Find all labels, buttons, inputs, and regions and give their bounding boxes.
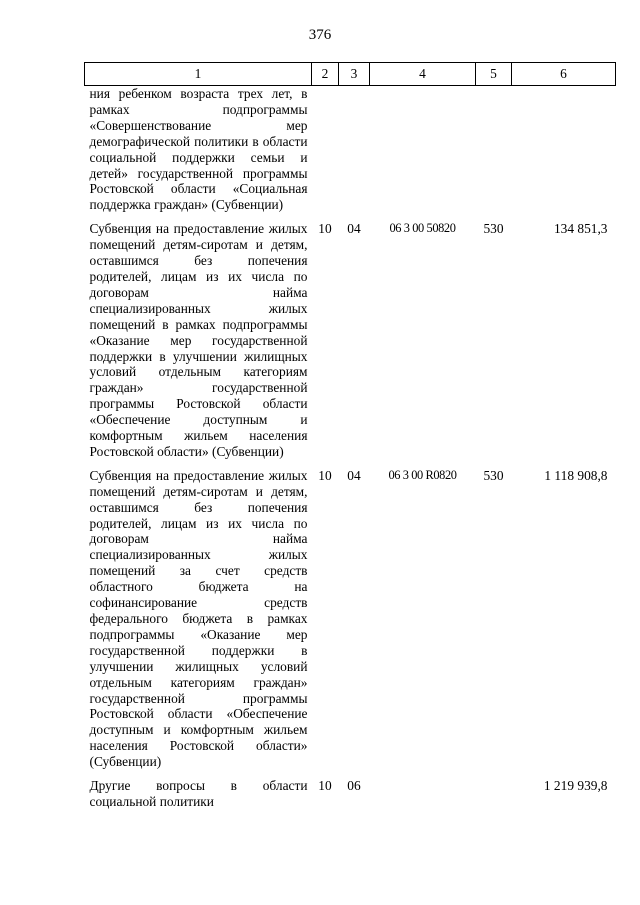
- column-header: 5: [476, 63, 512, 86]
- column-header: 1: [85, 63, 312, 86]
- column-header: 4: [370, 63, 476, 86]
- row-amount: 1 118 908,8: [544, 467, 608, 483]
- row-target-code: [370, 86, 476, 214]
- row-description: [85, 460, 312, 770]
- row-description: [85, 86, 312, 214]
- row-subsection: 04: [347, 467, 361, 483]
- row-expense-type: 530: [483, 467, 504, 483]
- row-expense-type: [476, 770, 512, 810]
- table-header-row: [85, 63, 616, 86]
- row-amount: 1 219 939,8: [543, 778, 608, 794]
- table-row: [85, 460, 616, 770]
- row-description: [85, 770, 312, 810]
- page-number: 376: [308, 27, 332, 43]
- row-amount: 134 851,3: [553, 221, 608, 237]
- row-text: ния ребенком возраста трех лет, в рамках подпрограммы «Совершенствование мер демографической политики в области социальной поддержки семьи и детей» государственной программы Ростовской области «Социальная поддержка граждан» (Субвенции): [89, 86, 308, 213]
- table-row: [85, 770, 616, 810]
- row-section: 10: [318, 221, 332, 237]
- row-expense-type: 530: [483, 221, 504, 237]
- row-target-code: 06 3 00 R0820: [388, 467, 457, 482]
- row-subsection: [339, 86, 370, 214]
- row-section: [312, 86, 339, 214]
- row-section: 10: [318, 778, 332, 794]
- row-text: Субвенция на предоставление жилых помещений детям-сиротам и детям, оставшимся без попечения родителей, лицам из их числа по договорам найма специализированных жилых помещений за счет средств областного бюджета на софинансирование средств федерального бюджета в рамках подпрограммы «Оказание мер государственной поддержки в улучшении жилищных условий отдельным категориям граждан» государственной программы Ростовской области «Обеспечение доступным и комфортным жильем населения Ростовской области» (Субвенции): [89, 467, 308, 770]
- row-subsection: 04: [347, 221, 361, 237]
- row-amount: [512, 86, 616, 214]
- column-header: 3: [339, 63, 370, 86]
- row-section: 10: [318, 467, 332, 483]
- row-text: Другие вопросы в области социальной политики: [89, 778, 308, 809]
- budget-table: [84, 62, 616, 810]
- column-header: 2: [312, 63, 339, 86]
- row-target-code: [370, 770, 476, 810]
- row-text: Субвенция на предоставление жилых помещений детям-сиротам и детям, оставшимся без попечения родителей, лицам из их числа по договорам найма специализированных жилых помещений в рамках подпрограммы «Оказание мер государственной поддержки в улучшении жилищных условий отдельным категориям граждан» государственной программы Ростовской области «Обеспечение доступным и комфортным жильем населения Ростовской области» (Субвенции): [89, 221, 308, 459]
- table-row: [85, 86, 616, 214]
- row-expense-type: [476, 86, 512, 214]
- table-row: [85, 213, 616, 460]
- row-target-code: 06 3 00 50820: [389, 221, 456, 236]
- row-description: [85, 213, 312, 460]
- column-header: 6: [512, 63, 616, 86]
- row-subsection: 06: [347, 778, 361, 794]
